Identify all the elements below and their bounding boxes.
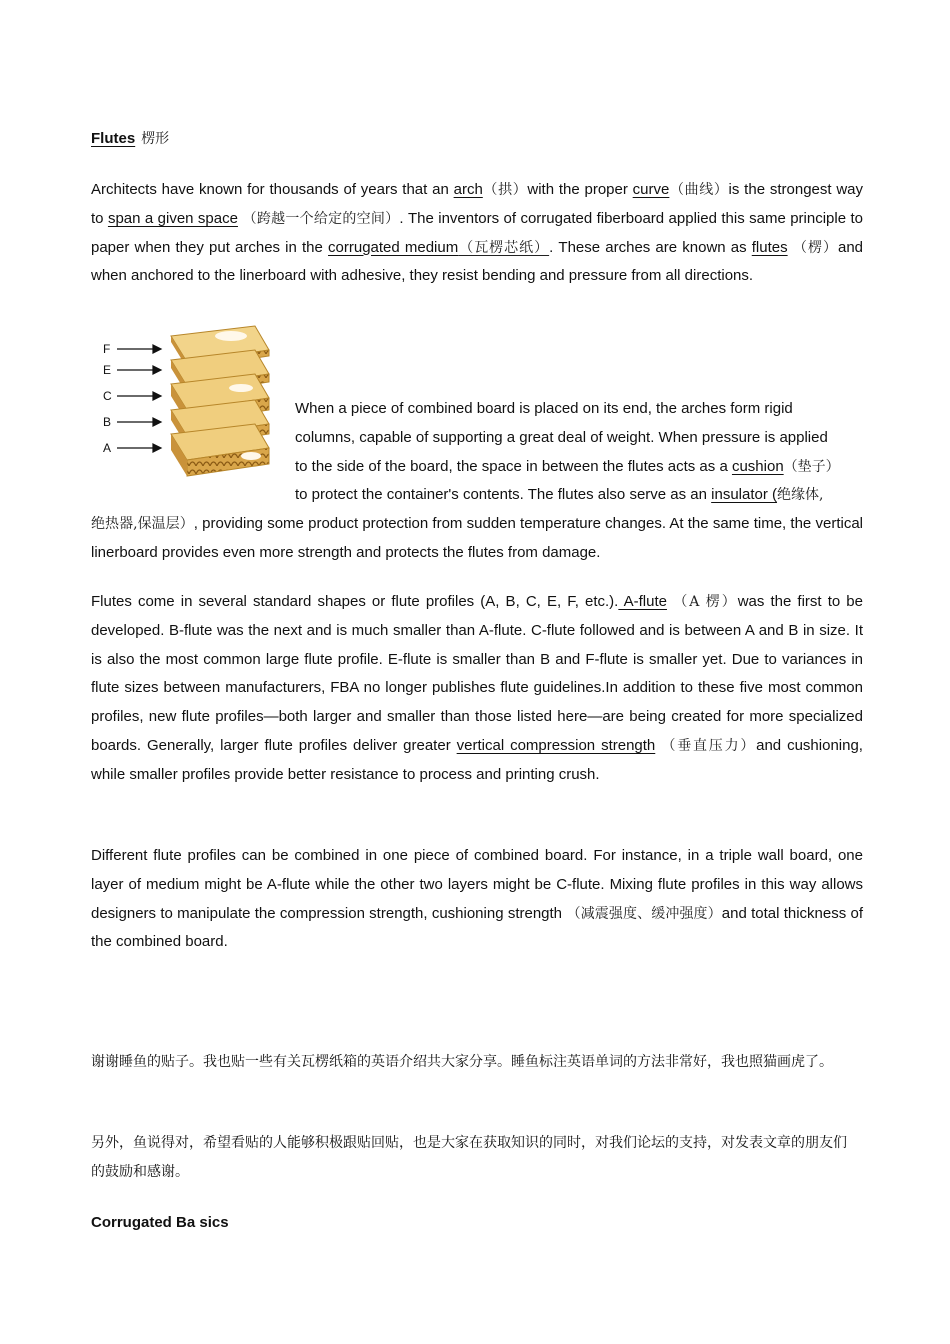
- term-a-flute-cn: （A 楞）: [666, 594, 738, 610]
- line: [91, 395, 863, 424]
- text: columns, capable of supporting a great deal of weight. When pressure is applied: [295, 428, 828, 446]
- line: [91, 424, 863, 453]
- term-curve: curve: [632, 181, 670, 198]
- flutes-heading-en: Flutes: [91, 130, 136, 147]
- term-insulator: insulator (: [711, 486, 778, 504]
- label-f: F: [103, 342, 111, 356]
- paragraph-arches: [91, 176, 863, 291]
- text: Different flute profiles can be combined in one piece of combined board. For instance, in a triple wall board, one layer of medium might be A-flute while the other two layers might be C-flute. Mixing flute profiles in this way allows designers to manipulate the compression strength, cushioning strength: [91, 847, 863, 922]
- term-span: span a given space: [107, 209, 238, 227]
- label-e: E: [103, 363, 112, 377]
- term-insulator-cn-cont: 绝热器,保温层）: [91, 516, 194, 533]
- term-cushion: cushion: [731, 457, 784, 475]
- paragraph-columns: [91, 395, 863, 568]
- flutes-heading: [91, 128, 169, 148]
- text: with the proper: [527, 181, 633, 198]
- term-cushion-cn: （垫子）: [783, 458, 840, 475]
- chinese-paragraph-thanks: 谢谢睡鱼的贴子。我也贴一些有关瓦楞纸箱的英语介绍共大家分享。睡鱼标注英语单词的方法非常好，我也照猫画虎了。: [91, 1054, 833, 1070]
- text: was the first to be developed. B-flute was the next and is much smaller than A-flute. C-flute followed and is between A and B in size. It is also the most common large flute profile. E-flute is smaller than B and F-flute is smaller yet. Due to variances in flute sizes between manufacturers, FBA no longer publishes flute guidelines.In addition to these five most common profiles, new flute profiles—both larger and smaller than those listed here—are being created for more specialized boards. Generally, larger flute profiles deliver greater: [91, 593, 863, 754]
- term-corrugated-medium: corrugated medium: [328, 238, 459, 256]
- text: and total thickness of the combined board.: [91, 904, 864, 951]
- line: [91, 453, 863, 482]
- term-cushioning-strength-cn: （减震强度、缓冲强度）: [562, 905, 722, 922]
- line: [91, 481, 863, 510]
- term-flutes: flutes: [751, 238, 788, 256]
- label-c: C: [103, 389, 112, 403]
- term-span-cn: （跨越一个给定的空间）: [237, 210, 400, 227]
- text: . The inventors of corrugated fiberboard applied this same principle to paper when they put arches in the: [91, 209, 863, 256]
- text: When a piece of combined board is placed on its end, the arches form rigid: [295, 400, 793, 417]
- flutes-heading-cn: 楞形: [141, 131, 170, 147]
- text: and cushioning, while smaller profiles provide better resistance to process and printing crush.: [91, 736, 863, 783]
- term-arch-cn: （拱）: [482, 182, 528, 198]
- paragraph-combined: [91, 842, 863, 957]
- label-a: A: [103, 441, 112, 455]
- term-corrugated-medium-cn: （瓦楞芯纸）: [458, 239, 550, 256]
- term-curve-cn: （曲线）: [669, 182, 729, 198]
- text: Flutes come in several standard shapes or flute profiles (A, B, C, E, F, etc.).: [91, 593, 619, 610]
- term-a-flute: A-flute: [618, 593, 667, 610]
- corrugated-basics-heading: Corrugated Ba sics: [91, 1214, 229, 1231]
- term-vertical-compression-strength-cn: （垂直压力）: [655, 737, 757, 754]
- text: Architects have known for thousands of years that an: [91, 181, 454, 198]
- term-arch: arch: [453, 181, 483, 198]
- term-vertical-compression-strength: vertical compression strength: [456, 736, 656, 754]
- label-b: B: [103, 415, 112, 429]
- text: , providing some product protection from sudden temperature changes. At the same time, the vertical linerboard provides even more strength and protects the flutes from damage.: [91, 515, 863, 561]
- term-insulator-cn: 绝缘体,: [777, 487, 824, 504]
- text: to protect the container's contents. The flutes also serve as an: [295, 486, 712, 504]
- text: is the strongest way to: [91, 181, 864, 227]
- text: to the side of the board, the space in between the flutes acts as a: [295, 457, 732, 475]
- term-flutes-cn: （楞）: [787, 239, 838, 256]
- paragraph-flute-profiles: [91, 588, 863, 790]
- text: . These arches are known as: [549, 238, 752, 256]
- chinese-paragraph-forum: 另外，鱼说得对，希望看贴的人能够积极跟贴回贴，也是大家在获取知识的同时，对我们论坛的支持，对发表文章的朋友们的鼓励和感谢。: [91, 1135, 847, 1180]
- text: and when anchored to the linerboard with adhesive, they resist bending and pressure from all directions.: [91, 238, 864, 285]
